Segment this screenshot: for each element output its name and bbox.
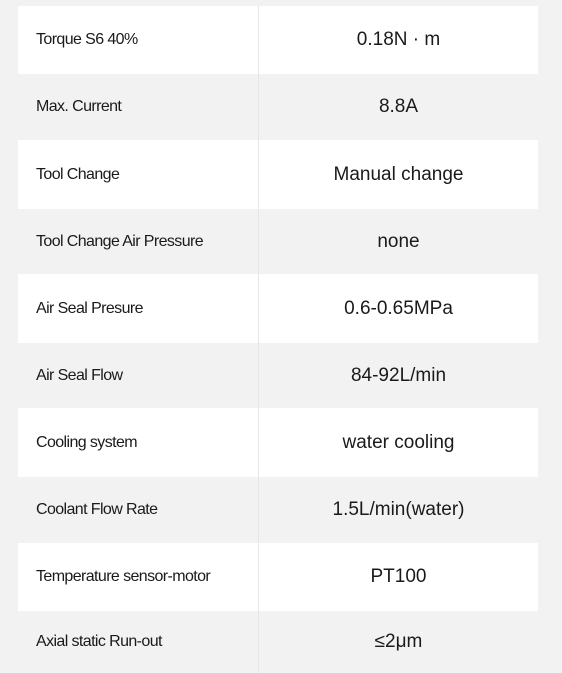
spec-value: ≤2μm: [259, 611, 539, 673]
spec-table: [18, 6, 538, 673]
spec-label: Tool Change: [18, 140, 259, 209]
spec-label: Temperature sensor-motor: [18, 543, 259, 611]
spec-row-max-current: [18, 74, 538, 140]
spec-label: Air Seal Flow: [18, 343, 259, 408]
spec-row-torque: [18, 6, 538, 74]
spec-value: 1.5L/min(water): [259, 477, 539, 543]
spec-value: none: [259, 209, 539, 274]
spec-label: Torque S6 40%: [18, 6, 259, 74]
spec-value: 8.8A: [259, 74, 539, 140]
spec-row-axial-runout: [18, 611, 538, 673]
spec-row-tool-change-air-pressure: [18, 209, 538, 274]
spec-row-air-seal-flow: [18, 343, 538, 408]
spec-label: Air Seal Presure: [18, 274, 259, 343]
spec-row-cooling-system: [18, 408, 538, 477]
spec-label: Cooling system: [18, 408, 259, 477]
spec-value: 0.18N · m: [259, 6, 539, 74]
spec-label: Max. Current: [18, 74, 259, 140]
spec-row-air-seal-pressure: [18, 274, 538, 343]
spec-row-coolant-flow-rate: [18, 477, 538, 543]
spec-row-temperature-sensor: [18, 543, 538, 611]
spec-row-tool-change: [18, 140, 538, 209]
spec-label: Axial static Run-out: [18, 611, 259, 673]
spec-value: 0.6-0.65MPa: [259, 274, 539, 343]
spec-value: Manual change: [259, 140, 539, 209]
spec-value: 84-92L/min: [259, 343, 539, 408]
spec-label: Tool Change Air Pressure: [18, 209, 259, 274]
spec-value: water cooling: [259, 408, 539, 477]
spec-label: Coolant Flow Rate: [18, 477, 259, 543]
spec-value: PT100: [259, 543, 539, 611]
